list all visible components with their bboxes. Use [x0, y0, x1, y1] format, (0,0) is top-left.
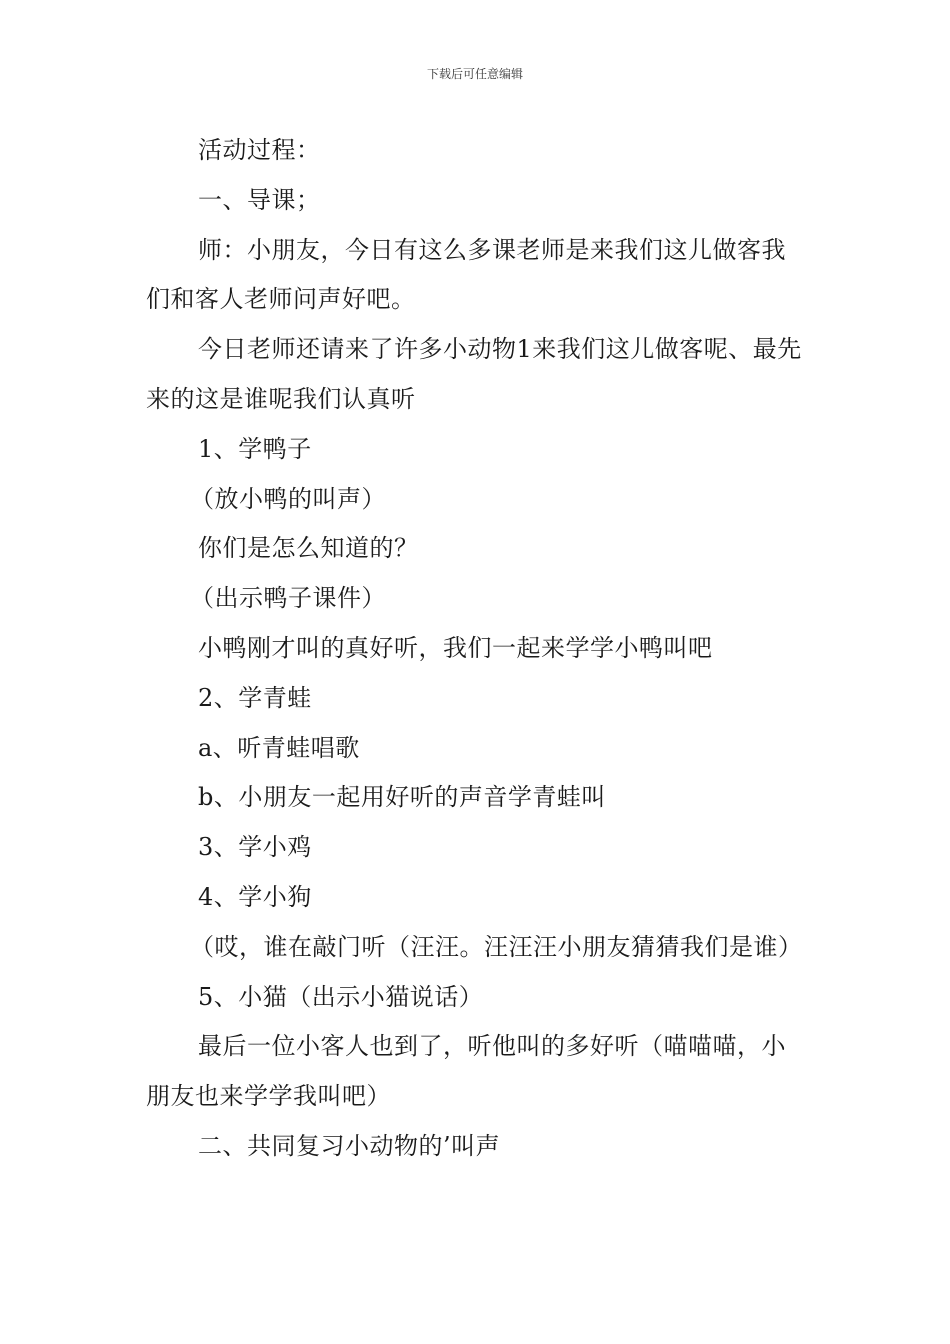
- paragraph-question: 你们是怎么知道的？: [198, 534, 419, 563]
- paragraph-last-guest: 最后一位小客人也到了，听他叫的多好听（喵喵喵，小朋友也来学学我叫吧）: [146, 1032, 786, 1111]
- sub-item-frog-b: b、小朋友一起用好听的声音学青蛙叫: [198, 783, 606, 812]
- paragraph-teacher-greeting: 师：小朋友，今日有这么多课老师是来我们这儿做客我们和客人老师问声好吧。: [146, 235, 786, 314]
- section-heading-review: 二、共同复习小动物的’叫声: [198, 1131, 501, 1160]
- note-duck-slides: （出示鸭子课件）: [190, 584, 386, 613]
- note-duck-sound: （放小鸭的叫声）: [190, 484, 386, 513]
- page-header: 下载后可任意编辑: [426, 67, 523, 81]
- list-item-chick: 3、学小鸡: [198, 833, 312, 862]
- paragraph-animals-invited: 今日老师还请来了许多小动物1来我们这儿做客呢、最先来的这是谁呢我们认真听: [146, 335, 802, 413]
- section-heading-activity-process: 活动过程：: [198, 136, 321, 164]
- section-heading-intro: 一、导课；: [198, 185, 321, 214]
- paragraph-learn-duck: 小鸭刚才叫的真好听，我们一起来学学小鸭叫吧: [198, 633, 713, 662]
- note-dog-knock: （哎，谁在敲门听（汪汪。汪汪汪小朋友猜猜我们是谁）: [190, 932, 803, 961]
- document-body: [146, 126, 808, 1172]
- list-item-cat: 5、小猫（出示小猫说话）: [198, 982, 484, 1011]
- list-item-dog: 4、学小狗: [198, 882, 312, 911]
- sub-item-frog-a: a、听青蛙唱歌: [198, 733, 360, 762]
- list-item-duck: 1、学鸭子: [198, 434, 312, 463]
- list-item-frog: 2、学青蛙: [198, 683, 312, 712]
